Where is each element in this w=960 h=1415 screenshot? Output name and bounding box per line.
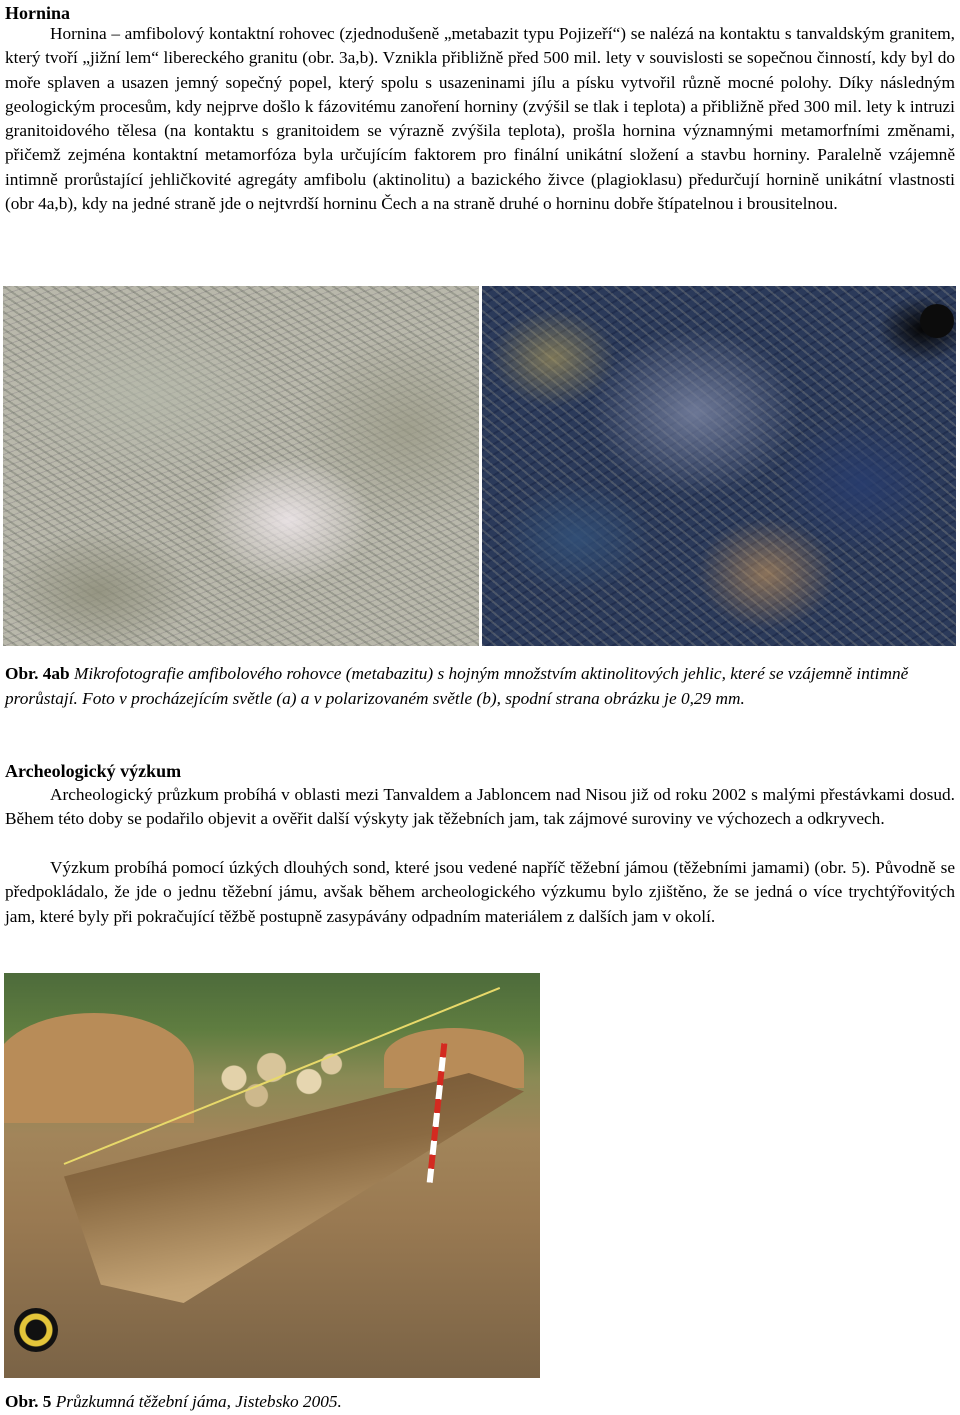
figure-5-caption <box>5 1390 957 1415</box>
figure-5-label: Obr. 5 <box>5 1392 52 1411</box>
section-heading-archeologicky-vyzkum: Archeologický výzkum <box>5 761 182 781</box>
paragraph-archeology-2-text: Výzkum probíhá pomocí úzkých dlouhých sond, které jsou vedené napříč těžební jámou (těžebními jamami) (obr. 5). Původně se předpokládalo, že jde o jednu těžební jámu, avšak během archeologického výzkumu bylo zjištěno, že se jedná o více trychtýřovitých jam, které byly při pokračující těžbě postupně zasypávány odpadním materiálem z dalších jam v okolí. <box>5 858 955 926</box>
paragraph-hornina-text: Hornina – amfibolový kontaktní rohovec (zjednodušeně „metabazit typu Pojizeří“) se nalézá na kontaktu s tanvaldským granitem, který tvoří „jižní lem“ libereckého granitu (obr. 3a,b). Vznikla přibližně před 500 mil. lety v souvislosti se sopečnou činností, kdy byl do moře splaven a usazen jemný sopečný popel, který spolu s usazeninami jílu a písku vytvořil různě mocné polohy. Díky následným geologickým procesům, kdy nejprve došlo k fázovitému zanoření horniny (zvýšil se tlak i teplota) a přibližně před 300 mil. lety k intruzi granitoidového tělesa (na kontaktu s granitoidem se výrazně zvýšila teplota), prošla hornina významnými metamorfními změnami, přičemž zejména kontaktní metamorfóza byla určujícím faktorem pro finální unikátní složení a stavbu horniny. Paralelně vzájemně intimně prorůstající jehličkovité agregáty amfibolu (aktinolitu) a bazického živce (plagioklasu) předurčují hornině unikátní vlastnosti (obr 4a,b), kdy na jedné straně jde o nejtvrdší horninu Čech a na straně druhé o horninu dobře štípatelnou i brousitelnou. <box>5 24 955 214</box>
excavation-photo <box>4 973 540 1378</box>
figure-4-label: Obr. 4ab <box>5 664 70 683</box>
paragraph-archeology-2 <box>5 856 955 929</box>
soil-heap-left <box>4 1013 194 1123</box>
figure-4-caption-text: Mikrofotografie amfibolového rohovce (metabazitu) s hojným množstvím aktinolitových jehlic, které se vzájemně intimně prorůstají. Foto v procházejícím světle (a) a v polarizovaném světle (b), spodní strana obrázku je 0,29 mm. <box>5 664 909 708</box>
micrograph-transmitted-light <box>3 286 479 646</box>
figure-4-caption <box>5 662 957 711</box>
section-heading-hornina: Hornina <box>5 3 71 23</box>
tape-reel <box>14 1308 58 1352</box>
paragraph-hornina <box>5 22 955 216</box>
dark-inclusion <box>920 304 954 338</box>
paragraph-archeology-1-text: Archeologický průzkum probíhá v oblasti mezi Tanvaldem a Jabloncem nad Nisou již od roku 2002 s malými přestávkami dosud. Během této doby se podařilo objevit a ověřit další výskyty jak těžebních jam, tak zájmové suroviny ve výchozech a odkryvech. <box>5 785 955 829</box>
micrograph-polarized-light <box>482 286 956 646</box>
figure-5-caption-text: Průzkumná těžební jáma, Jistebsko 2005. <box>55 1392 342 1411</box>
paragraph-archeology-1 <box>5 783 955 832</box>
